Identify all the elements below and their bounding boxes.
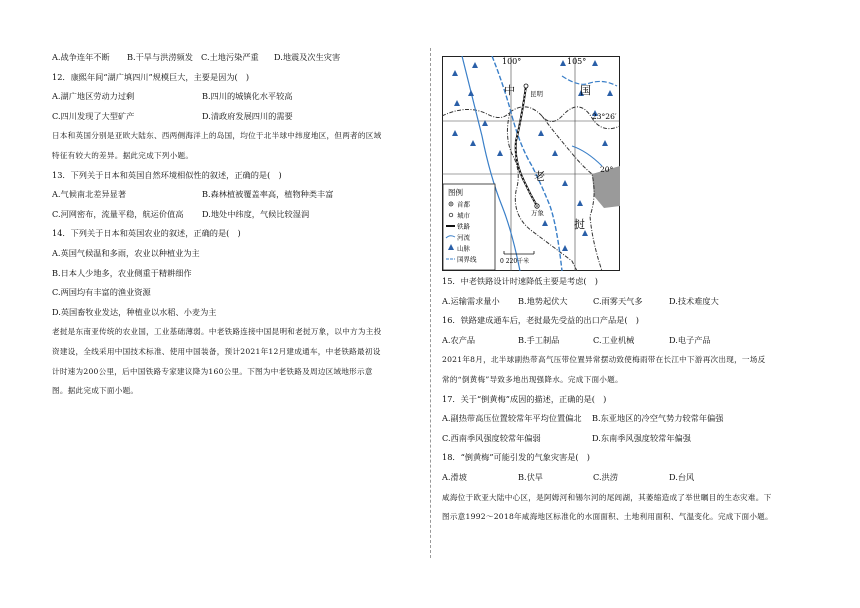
- passage-line: 咸海位于欧亚大陆中心区，是阿姆河和锡尔河的尾闾湖，其萎缩造成了举世瞩目的生态灾难。下: [442, 492, 772, 502]
- question-line: D.英国畜牧业发达，种植业以水稻、小麦为主: [52, 306, 217, 317]
- left-column: [52, 48, 424, 401]
- answer-option: B.手工制品: [518, 334, 560, 345]
- country-label-lao: 老: [534, 170, 545, 183]
- column-divider: [430, 48, 431, 558]
- question-line: 15．中老铁路设计时速降低主要是考虑( ): [442, 276, 598, 286]
- question-line: B.日本人少地多，农业侧重于精耕细作: [52, 267, 192, 278]
- legend-item-river: 河流: [457, 233, 470, 242]
- passage-line: 计时速为200公里，后中国铁路专家建议降为160公里。下图为中老铁路及周边区域地形示意: [52, 366, 373, 376]
- terrain-map: [442, 56, 620, 271]
- answer-option: A.湖广地区劳动力过剩: [52, 91, 135, 102]
- answer-option: A.副热带高压位置较常年平均位置偏北: [442, 413, 582, 424]
- legend-item-capital: 首都: [457, 200, 470, 209]
- answer-option: C.河网密布，流量平稳，航运价值高: [52, 208, 184, 219]
- passage-line: 常的“倒黄梅”导致多地出现强降水。完成下面小题。: [442, 374, 623, 384]
- legend-item-mountain: 山脉: [457, 244, 470, 253]
- city-kunming-marker: [524, 84, 528, 88]
- answer-option: C.土地污染严重: [201, 52, 259, 62]
- country-label-wo: 挝: [574, 218, 585, 231]
- answer-option: B.森林植被覆盖率高，植物种类丰富: [202, 189, 334, 200]
- option-row: [52, 87, 424, 107]
- legend-city-icon: [449, 213, 453, 217]
- answer-option: C.西南季风强度较常年偏弱: [442, 432, 541, 443]
- lon-100-label: 100°: [502, 57, 522, 66]
- answer-option: C.四川发现了大型矿产: [52, 110, 135, 121]
- question-line: C.两国均有丰富的渔业资源: [52, 287, 151, 298]
- answer-option: D.清政府发展四川的需要: [202, 110, 293, 121]
- lat-tropic-label: 23°26′: [592, 112, 617, 121]
- question-line: 16．铁路建成通车后，老挝最先受益的出口产品是( ): [442, 315, 639, 326]
- answer-option: C.雨雾天气多: [593, 295, 643, 306]
- answer-option: A.运输需求量小: [442, 295, 500, 306]
- option-row: [52, 185, 424, 205]
- answer-option: A.农产品: [442, 334, 476, 345]
- legend-title: 图例: [448, 188, 463, 197]
- country-label-guo: 国: [580, 84, 591, 97]
- answer-option: A.战争连年不断: [52, 52, 110, 62]
- country-label-zhong: 中: [504, 84, 515, 97]
- lon-105-label: 105°: [567, 57, 587, 66]
- question-line: 14．下列关于日本和英国农业的叙述，正确的是( ): [52, 228, 241, 239]
- question-line: 18．“倒黄梅”可能引发的气象灾害是( ): [442, 452, 590, 463]
- question-line: 13．下列关于日本和英国自然环境相似性的叙述，正确的是( ): [52, 169, 282, 180]
- scale-label: 0 220千米: [500, 258, 530, 265]
- legend-item-border: 国界线: [457, 255, 477, 264]
- answer-option: A.气候南北差异显著: [52, 189, 127, 200]
- answer-option: C.工业机械: [593, 334, 635, 345]
- passage-line: 老挝是东南亚传统的农业国，工业基础薄弱。中老铁路连接中国昆明和老挝万象，以中方为主投: [52, 327, 382, 337]
- city-kunming-label: 昆明: [530, 90, 543, 98]
- passage-line: 2021年8月，北半球副热带高气压带位置异常摆动致使梅雨带在长江中下游再次出现，一场反: [442, 355, 766, 365]
- answer-option: B.地势起伏大: [518, 295, 568, 306]
- answer-option: D.电子产品: [669, 334, 711, 345]
- legend-item-city: 城市: [457, 211, 470, 220]
- option-row: [442, 409, 820, 429]
- passage-line: 资建设，全线采用中国技术标准、使用中国装备，预计2021年12月建成通车，中老铁路最初设: [52, 346, 381, 356]
- legend-item-rail: 铁路: [457, 222, 470, 231]
- option-row: [442, 468, 820, 488]
- answer-option: D.台风: [669, 471, 695, 482]
- answer-option: D.地震及次生灾害: [274, 52, 341, 62]
- passage-line: 特征有较大的差异。据此完成下列小题。: [52, 150, 194, 160]
- option-row: [442, 331, 820, 351]
- answer-option: A.滑坡: [442, 471, 467, 482]
- answer-option: D.东南季风强度较常年偏强: [592, 432, 691, 443]
- question-line: A.英国气候温和多雨，农业以种植业为主: [52, 247, 200, 258]
- answer-option: D.地处中纬度，气候比较湿润: [202, 208, 310, 219]
- option-row: [442, 292, 820, 312]
- passage-line: 日本和英国分别是亚欧大陆东、西两侧海洋上的岛国，均位于北半球中纬度地区，但两者的区域: [52, 131, 382, 141]
- answer-option: B.干旱与洪涝频发: [127, 52, 193, 62]
- capital-vientiane-dot: [536, 205, 538, 207]
- city-vientiane-label: 万象: [531, 209, 544, 217]
- passage-line: 图。据此完成下面小题。: [52, 386, 139, 396]
- answer-option: B.东亚地区的冷空气势力较常年偏强: [592, 413, 724, 424]
- option-row: [442, 429, 820, 449]
- passage-line: 图示意1992～2018年咸海地区标准化的水面面积、土地利用面积、气温变化。完成下面小题。: [442, 512, 773, 522]
- lat-20-label: 20°: [600, 165, 614, 174]
- answer-option: D.技术难度大: [669, 295, 719, 306]
- question-line: 12．康熙年间“湖广填四川”规模巨大，主要是因为( ): [52, 71, 250, 82]
- answer-option: C.洪涝: [593, 471, 618, 482]
- option-row: [52, 205, 424, 225]
- right-text: [442, 272, 820, 527]
- option-row: [52, 107, 424, 127]
- option-row: [52, 48, 424, 68]
- answer-option: B.四川的城镇化水平较高: [202, 91, 293, 102]
- question-line: 17．关于“倒黄梅”成因的描述，正确的是( ): [442, 393, 607, 404]
- answer-option: B.伏旱: [518, 471, 543, 482]
